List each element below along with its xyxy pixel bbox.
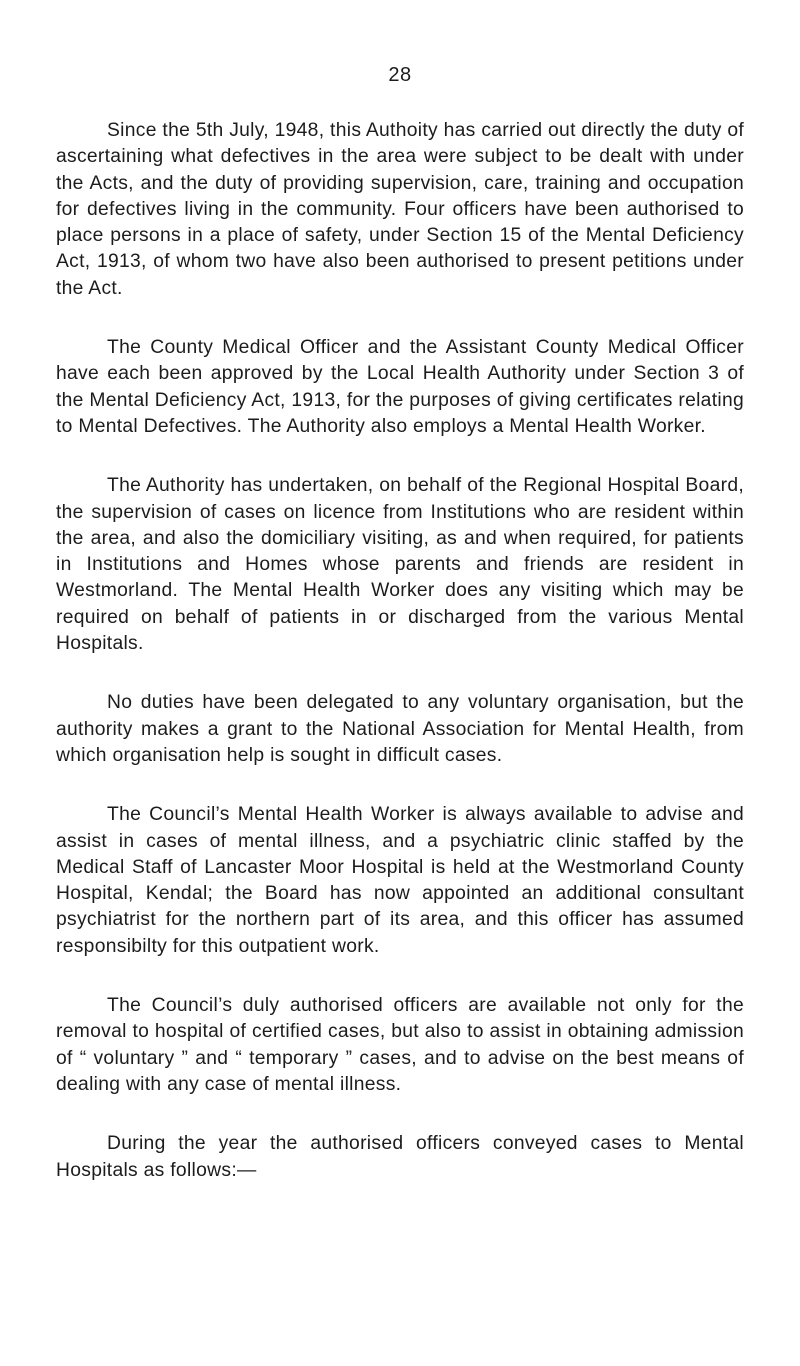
paragraph-authority-duties: Since the 5th July, 1948, this Authoity has carried out directly the duty of ascertaining what defectives in the area were subject to be dealt with under the Acts, and the duty of providing supervision, care, training and occupation for defectives living in the community. Four officers have been authorised to place persons in a place of safety, under Section 15 of the Mental Deficiency Act, 1913, of whom two have also been authorised to present petitions under the Act. <box>56 120 744 299</box>
paragraph-conveyed-cases: During the year the authorised officers conveyed cases to Mental Hospitals as follows:— <box>56 1133 744 1181</box>
paragraph-regional-board-supervision: The Authority has undertaken, on behalf of the Regional Hospital Board, the supervision of cases on licence from Institutions who are resident within the area, and also the domiciliary visiting, as and when required, for patients in Institutions and Homes whose parents and friends are resident in Westmorland. The Mental Health Worker does any visiting which may be required on behalf of patients in or discharged from the various Mental Hospitals. <box>56 475 744 655</box>
paragraph-medical-officers: The County Medical Officer and the Assistant County Medical Officer have each been approved by the Local Health Authority under Section 3 of the Mental Deficiency Act, 1913, for the purposes of giving certificates relating to Mental Defectives. The Authority also employs a Mental Health Worker. <box>56 337 744 437</box>
paragraph-authorised-officers: The Council’s duly authorised officers are available not only for the removal to hospital of certified cases, but also to assist in obtaining admission of “ voluntary ” and “ temporary ” cases, and to advise on the best means of dealing with any case of mental illness. <box>56 995 744 1095</box>
paragraph-mental-health-worker: The Council’s Mental Health Worker is always available to advise and assist in cases of mental illness, and a psychiatric clinic staffed by the Medical Staff of Lancaster Moor Hospital is held at the Westmorland County Hospital, Kendal; the Board has now appointed an additional consultant psychiatrist for the northern part of its area, and this officer has assumed responsibilty for this outpatient work. <box>56 804 744 957</box>
body-text <box>56 118 744 1184</box>
page-number: 28 <box>388 64 412 86</box>
paragraph-voluntary-organisation: No duties have been delegated to any voluntary organisation, but the authority makes a grant to the National Association for Mental Health, from which organisation help is sought in difficult cases. <box>56 692 744 766</box>
